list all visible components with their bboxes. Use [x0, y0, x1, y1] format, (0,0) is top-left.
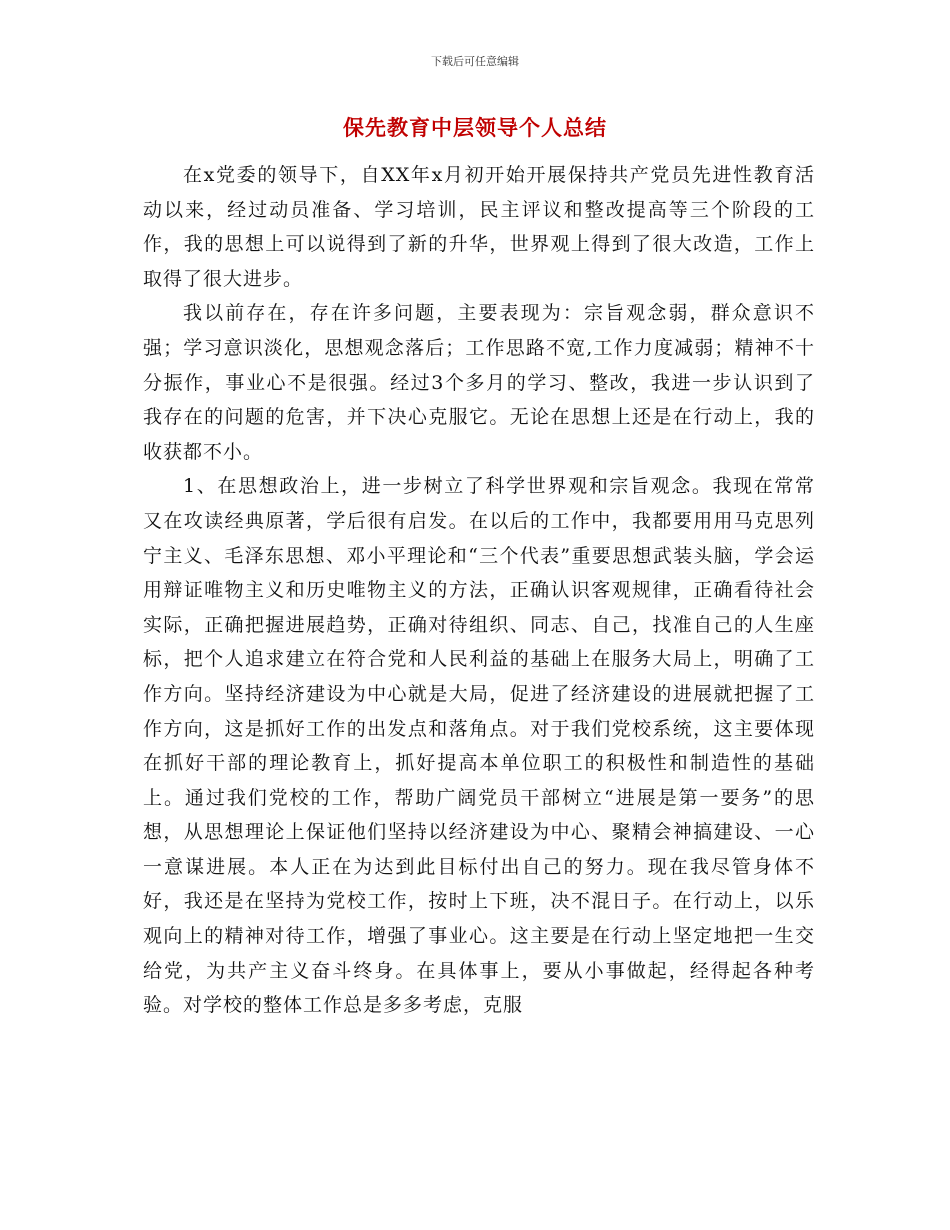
paragraph-1: 在x党委的领导下，自XX年x月初开始开展保持共产党员先进性教育活动以来，经过动员准备、学习培训，民主评议和整改提高等三个阶段的工作，我的思想上可以说得到了新的升华，世界观上得到了很大改造，工作上取得了很大进步。 — [143, 164, 815, 290]
document-body — [143, 158, 815, 1023]
header-note: 下载后可任意编辑 — [431, 55, 519, 68]
document-title: 保先教育中层领导个人总结 — [343, 116, 607, 140]
paragraph-2: 我以前存在，存在许多问题，主要表现为：宗旨观念弱，群众意识不强；学习意识淡化，思想观念落后；工作思路不宽,工作力度减弱；精神不十分振作，事业心不是很强。经过3个多月的学习、整改，我进一步认识到了我存在的问题的危害，并下决心克服它。无论在思想上还是在行动上，我的收获都不小。 — [143, 302, 815, 463]
paragraph-3: 1、在思想政治上，进一步树立了科学世界观和宗旨观念。我现在常常又在攻读经典原著，学后很有启发。在以后的工作中，我都要用用马克思列宁主义、毛泽东思想、邓小平理论和“三个代表”重要思想武装头脑，学会运用辩证唯物主义和历史唯物主义的方法，正确认识客观规律，正确看待社会实际，正确把握进展趋势，正确对待组织、同志、自己，找准自己的人生座标，把个人追求建立在符合党和人民利益的基础上在服务大局上，明确了工作方向。坚持经济建设为中心就是大局，促进了经济建设的进展就把握了工作方向，这是抓好工作的出发点和落角点。对于我们党校系统，这主要体现在抓好干部的理论教育上，抓好提高本单位职工的积极性和制造性的基础上。通过我们党校的工作，帮助广阔党员干部树立“进展是第一要务”的思想，从思想理论上保证他们坚持以经济建设为中心、聚精会神搞建设、一心一意谋进展。本人正在为达到此目标付出自己的努力。现在我尽管身体不好，我还是在坚持为党校工作，按时上下班，决不混日子。在行动上，以乐观向上的精神对待工作，增强了事业心。这主要是在行动上坚定地把一生交给党，为共产主义奋斗终身。在具体事上，要从小事做起，经得起各种考验。对学校的整体工作总是多多考虑，克服 — [143, 475, 815, 1017]
